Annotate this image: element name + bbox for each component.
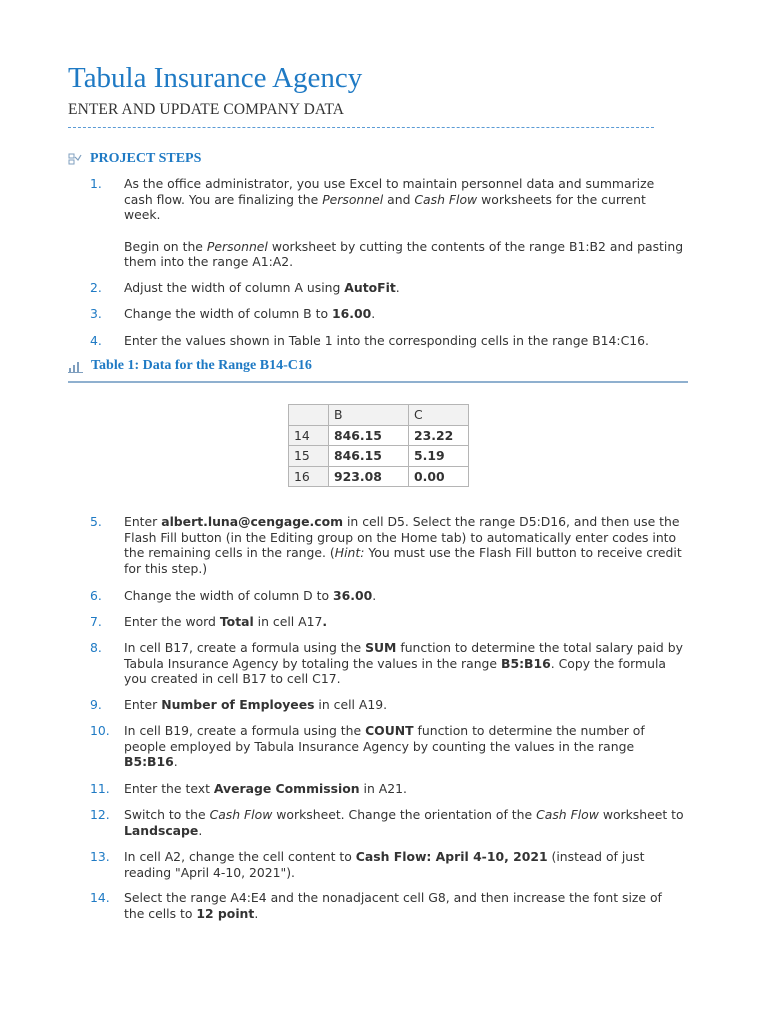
table-cell: 846.15 — [329, 425, 409, 446]
step-text — [124, 781, 684, 797]
section-heading: PROJECT STEPS — [90, 151, 202, 166]
bold-term: SUM — [365, 640, 397, 655]
text-run: in cell D5. Select the range D5:D16, and then use the Flash Fill button (in the Editing group on the Home tab) to automatically enter codes into the remaining cells in the range. ( — [124, 514, 680, 561]
steps-icon — [68, 152, 82, 166]
step-paragraph — [124, 640, 684, 687]
text-run: Change the width of column B to — [124, 306, 332, 321]
text-run: worksheet by cutting the contents of the range B1:B2 and pasting them into the range A1:A2. — [124, 238, 684, 270]
text-run: in cell A17 — [253, 614, 323, 629]
text-run: . — [254, 905, 259, 921]
step-number: 8. — [90, 640, 102, 655]
chart-icon — [68, 360, 83, 373]
step-paragraph — [124, 306, 684, 322]
step-number: 11. — [90, 781, 110, 796]
text-run: worksheets for the current week. — [124, 191, 646, 223]
project-steps-header — [68, 150, 201, 168]
bold-term: Total — [219, 614, 254, 629]
text-run: Enter the word — [124, 614, 220, 629]
text-run: Enter the text — [124, 781, 214, 796]
text-run: function to determine the number of people employed by Tabula Insurance Agency by counting the values in the range — [124, 723, 645, 754]
step-number: 6. — [90, 588, 102, 603]
table-caption — [68, 357, 312, 375]
step-number: 1. — [90, 176, 102, 191]
table-cell: 5.19 — [409, 446, 469, 467]
step-text — [124, 514, 684, 576]
step-paragraph — [124, 614, 684, 630]
text-run: . Copy the formula you created in cell B17 to cell C17. — [124, 655, 667, 687]
step-paragraph — [124, 280, 684, 296]
step-number: 13. — [90, 849, 110, 864]
text-run: and — [383, 191, 415, 207]
text-run: . — [371, 306, 376, 321]
table-caption-divider — [68, 381, 688, 383]
table-cell: 923.08 — [329, 466, 409, 487]
text-run: worksheet to — [598, 807, 684, 822]
table-column-header: C — [409, 405, 469, 426]
italic-term: Personnel — [322, 191, 384, 207]
text-run: As the office administrator, you use Excel to maintain personnel data and summarize cash flow. You are finalizing the — [124, 176, 655, 207]
step-text — [124, 723, 684, 770]
step-text — [124, 697, 684, 713]
table-row-header: 16 — [289, 466, 329, 487]
text-run: You must use the Flash Fill button to receive credit for this step.) — [124, 545, 682, 576]
table-cell: 0.00 — [409, 466, 469, 487]
step-number: 4. — [90, 333, 102, 348]
text-run: . — [372, 588, 377, 603]
text-run: In cell B19, create a formula using the — [124, 723, 366, 738]
text-run: . — [198, 822, 203, 838]
text-run: . — [173, 754, 178, 770]
bold-term: B5:B16 — [124, 754, 174, 770]
step-number: 10. — [90, 723, 110, 738]
document-subtitle: ENTER AND UPDATE COMPANY DATA — [68, 101, 345, 118]
text-run: Begin on the — [124, 238, 207, 254]
step-paragraph — [124, 723, 684, 770]
text-run: . — [395, 280, 400, 295]
bold-term: Landscape — [124, 822, 199, 838]
data-table — [288, 404, 469, 487]
text-run: function to determine the total salary paid by Tabula Insurance Agency by totaling the values in the range — [124, 640, 683, 671]
step-number: 2. — [90, 280, 102, 295]
step-text — [124, 588, 684, 604]
text-run: Switch to the — [124, 807, 210, 822]
text-run: Enter — [124, 514, 162, 529]
step-text — [124, 640, 684, 687]
step-number: 5. — [90, 514, 102, 529]
text-run: Select the range A4:E4 and the nonadjacent cell G8, and then increase the font size of the cells to — [124, 890, 662, 921]
step-text — [124, 280, 684, 296]
table-corner-cell — [289, 405, 329, 426]
step-paragraph — [124, 890, 684, 921]
bold-term: Number of Employees — [161, 697, 315, 712]
text-run: In cell B17, create a formula using the — [124, 640, 366, 655]
table-row — [289, 425, 469, 446]
italic-term: Personnel — [206, 238, 268, 254]
text-run: Enter — [124, 697, 162, 712]
bold-term: albert.luna@cengage.com — [161, 514, 344, 529]
table-row — [289, 466, 469, 487]
step-text — [124, 306, 684, 322]
table-row-header: 15 — [289, 446, 329, 467]
bold-term: 12 point — [196, 905, 255, 921]
bold-term: 36.00 — [333, 588, 373, 603]
text-run: worksheet. Change the orientation of the — [272, 807, 537, 822]
table-cell: 23.22 — [409, 425, 469, 446]
text-run: Adjust the width of column A using — [124, 280, 345, 295]
step-text — [124, 890, 684, 921]
step-text — [124, 333, 684, 349]
bold-term: Average Commission — [213, 781, 360, 796]
step-paragraph — [124, 849, 684, 880]
text-run: in A21. — [359, 781, 407, 796]
table-row — [289, 446, 469, 467]
step-text — [124, 176, 684, 270]
table-row-header: 14 — [289, 425, 329, 446]
step-number: 14. — [90, 890, 110, 905]
step-text — [124, 807, 684, 838]
step-paragraph — [124, 807, 684, 838]
bold-term: COUNT — [365, 723, 414, 738]
step-paragraph — [124, 239, 684, 270]
step-text — [124, 849, 684, 880]
step-paragraph — [124, 781, 684, 797]
table-column-header: B — [329, 405, 409, 426]
text-run: In cell A2, change the cell content to — [124, 849, 356, 864]
text-run: in cell A19. — [314, 697, 388, 712]
step-number: 12. — [90, 807, 110, 822]
table-cell: 846.15 — [329, 446, 409, 467]
step-paragraph — [124, 333, 684, 349]
table-caption-label: Table 1: Data for the Range B14-C16 — [91, 358, 312, 373]
step-number: 9. — [90, 697, 102, 712]
step-paragraph — [124, 588, 684, 604]
step-text — [124, 614, 684, 630]
italic-term: Cash Flow — [536, 807, 599, 822]
text-run: Enter the values shown in Table 1 into the corresponding cells in the range B14:C16. — [124, 333, 649, 348]
text-run: (instead of just reading "April 4-10, 2021"). — [124, 849, 645, 880]
bold-term: . — [322, 614, 328, 629]
bold-term: 16.00 — [332, 306, 372, 321]
bold-term: Cash Flow: April 4-10, 2021 — [355, 849, 548, 864]
bold-term: B5:B16 — [501, 655, 551, 671]
step-paragraph — [124, 176, 684, 223]
step-number: 3. — [90, 306, 102, 321]
bold-term: AutoFit — [344, 280, 396, 295]
step-number: 7. — [90, 614, 102, 629]
italic-term: Cash Flow — [414, 191, 478, 207]
document-title: Tabula Insurance Agency — [68, 62, 363, 94]
step-paragraph — [124, 514, 684, 576]
italic-term: Cash Flow — [209, 807, 273, 822]
table-header-row — [289, 405, 469, 426]
header-divider — [68, 127, 654, 128]
italic-term: Hint: — [334, 545, 365, 561]
text-run: Change the width of column D to — [124, 588, 334, 603]
step-paragraph — [124, 697, 684, 713]
